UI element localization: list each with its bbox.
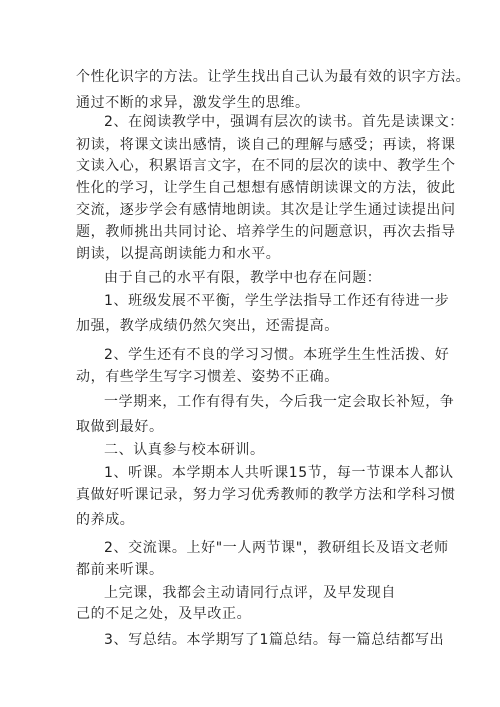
text-line: 文读入心，积累语言文字，在不同的层次的读中、教学生个 bbox=[76, 158, 456, 174]
text-line: 一学期来，工作有得有失，今后我一定会取长补短，争 bbox=[104, 394, 455, 410]
text-line: 朗读，以提高朗读能力和水平。 bbox=[76, 246, 281, 262]
text-line: 初读，将课文读出感情，谈自己的理解与感受；再读，将课 bbox=[76, 137, 456, 153]
text-line: 上完课，我都会主动请同行点评，及早发现自 bbox=[104, 585, 396, 601]
text-line: 2、交流课。上好"一人两节课"，教研组长及语文老师 bbox=[104, 540, 449, 556]
text-line: 的养成。 bbox=[76, 512, 135, 528]
text-line: 己的不足之处，及早改正。 bbox=[76, 606, 252, 622]
text-line: 2、在阅读教学中，强调有层次的读书。首先是读课文： bbox=[104, 114, 464, 130]
text-line: 性化的学习，让学生自己想想有感情朗读课文的方法，彼此 bbox=[76, 180, 456, 196]
text-line: 真做好听课记录，努力学习优秀教师的教学方法和学科习惯 bbox=[76, 487, 456, 503]
text-line: 动，有些学生写字习惯差、姿势不正确。 bbox=[76, 369, 339, 385]
text-line: 1、班级发展不平衡，学生学法指导工作还有待进一步 bbox=[104, 293, 450, 309]
section-heading: 二、认真参与校本研训。 bbox=[104, 442, 265, 458]
text-line: 都前来听课。 bbox=[76, 562, 164, 578]
text-line: 取做到最好。 bbox=[76, 419, 164, 435]
text-line: 交流，逐步学会有感情地朗读。其次是让学生通过读提出问 bbox=[76, 202, 456, 218]
text-line: 个性化识字的方法。让学生找出自己认为最有效的识字方法。 bbox=[76, 69, 471, 85]
text-line: 加强，教学成绩仍然欠突出，还需提高。 bbox=[76, 318, 339, 334]
text-line: 通过不断的求异，激发学生的思维。 bbox=[76, 95, 310, 111]
text-line: 3、写总结。本学期写了1篇总结。每一篇总结都写出 bbox=[104, 632, 445, 648]
text-line: 2、学生还有不良的学习习惯。本班学生生性活拨、好 bbox=[104, 347, 450, 363]
text-line: 由于自己的水平有限，教学中也存在问题： bbox=[104, 270, 382, 286]
text-line: 题，教师挑出共同讨论、培养学生的问题意识，再次去指导 bbox=[76, 224, 456, 240]
text-line: 1、听课。本学期本人共听课15节，每一节课本人都认 bbox=[104, 465, 454, 481]
